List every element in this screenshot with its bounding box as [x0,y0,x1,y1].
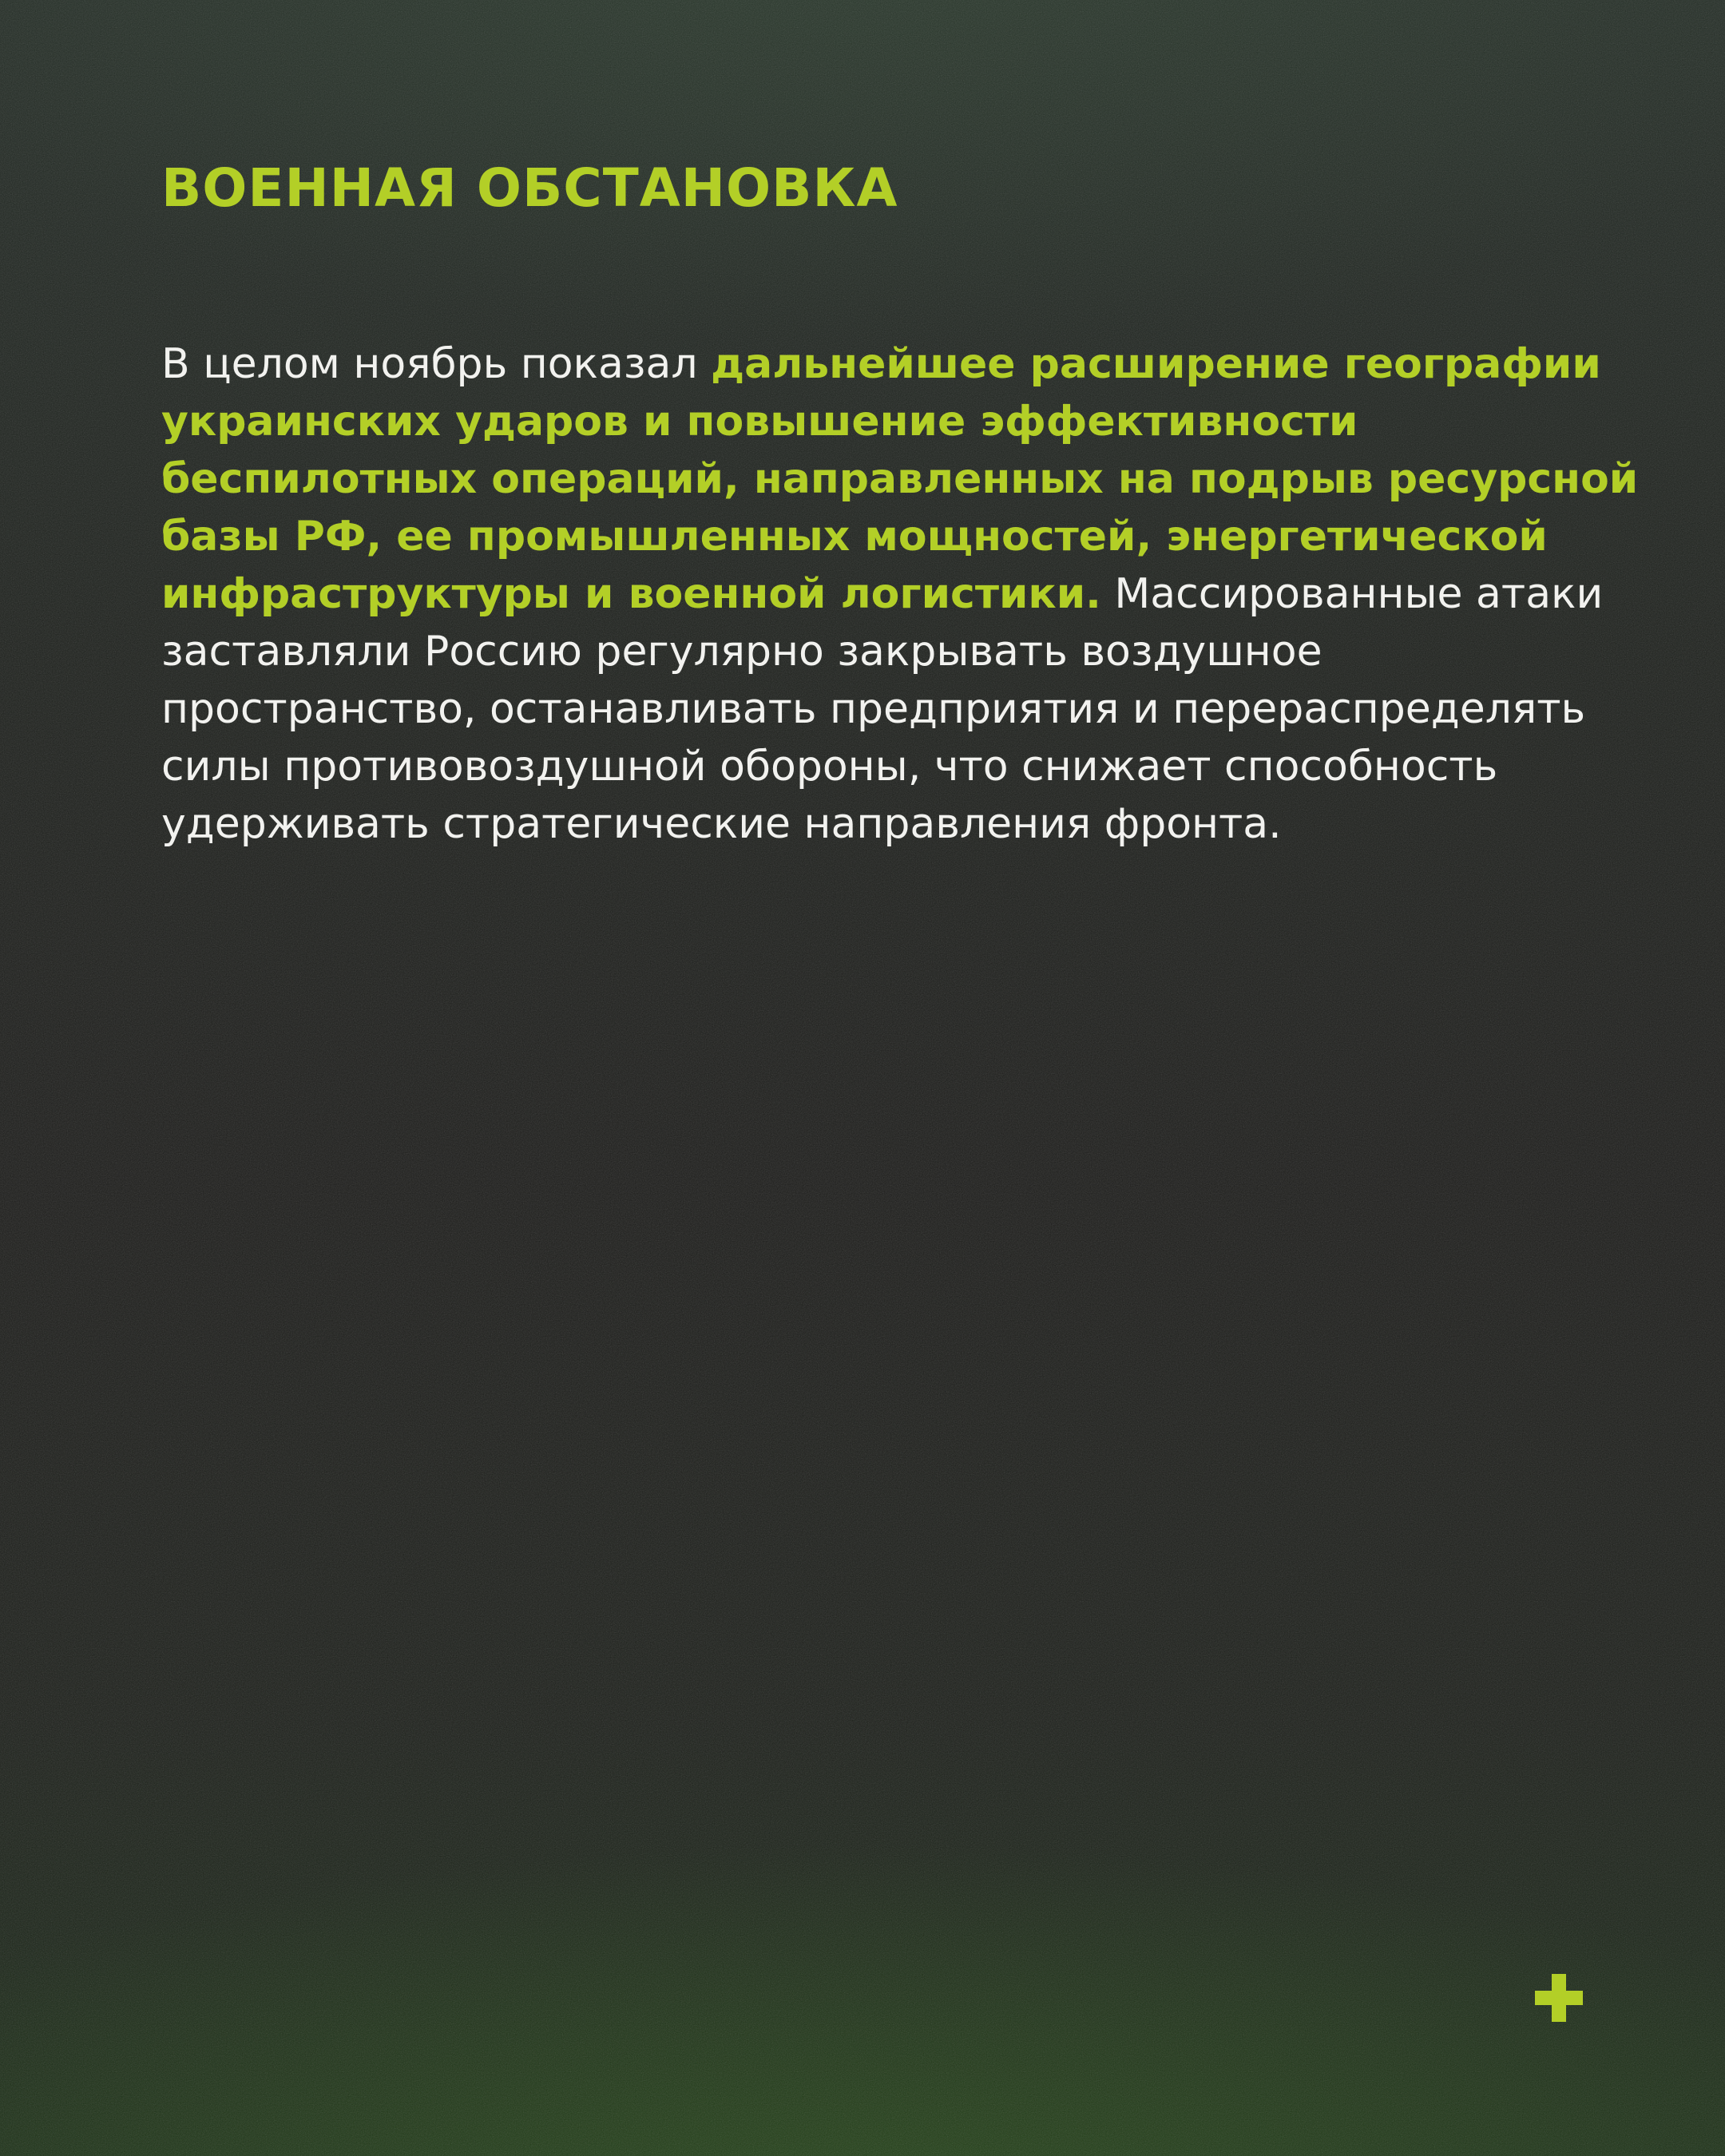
plus-icon [1535,1974,1583,2022]
page-title: ВОЕННАЯ ОБСТАНОВКА [161,157,898,219]
body-paragraph [161,335,1647,853]
paragraph-intro: В целом ноябрь показал [161,340,712,388]
paragraph-highlight: дальнейшее расширение географии украинских ударов и повышение эффективности беспилотных операций, направленных на подрыв ресурсной базы РФ, ее промышленных мощностей, энергетической инфраструктуры и военной логистики. [161,340,1639,618]
paragraph-rest: Массированные атаки заставляли Россию регулярно закрывать воздушное пространство, останавливать предприятия и перераспределять силы противовоздушной обороны, что снижает способность удерживать стратегические направления фронта. [161,570,1604,848]
